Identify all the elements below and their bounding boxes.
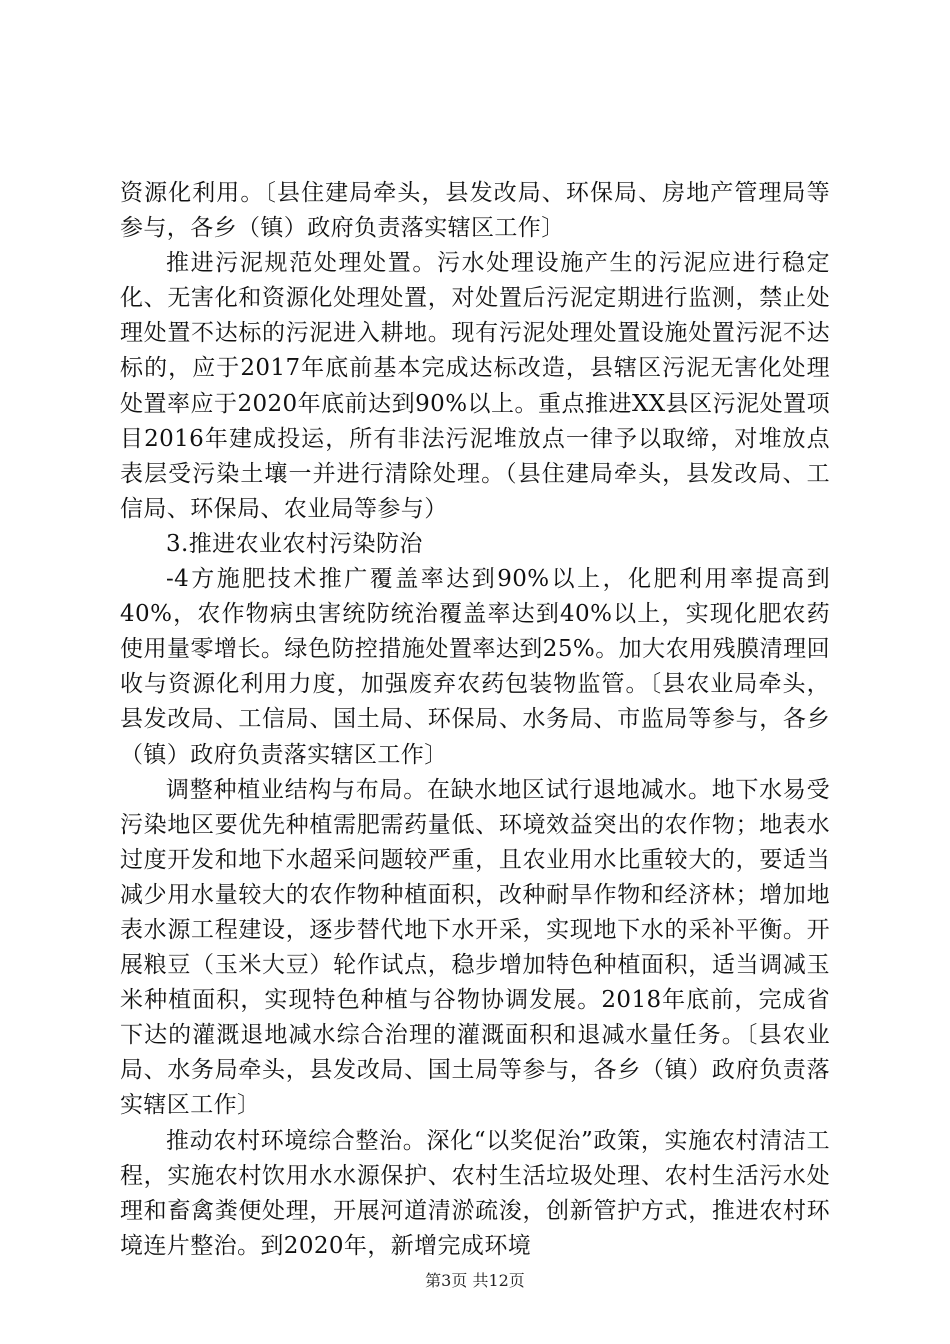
paragraph-rural-environment: 推动农村环境综合整治。深化“以奖促治”政策，实施农村清洁工程，实施农村饮用水水源保护、农村生活垃圾处理、农村生活污水处理和畜禽粪便处理，开展河道清淤疏浚，创新管护方式，推进农村环境连片整治。到2020年，新增完成环境 — [120, 1127, 830, 1259]
document-body — [120, 176, 830, 1264]
paragraph-planting-structure: 调整种植业结构与布局。在缺水地区试行退地减水。地下水易受污染地区要优先种植需肥需药量低、环境效益突出的农作物；地表水过度开发和地下水超采问题较严重，且农业用水比重较大的，要适当减少用水量较大的农作物种植面积，改种耐旱作物和经济林；增加地表水源工程建设，逐步替代地下水开采，实现地下水的采补平衡。开展粮豆（玉米大豆）轮作试点，稳步增加特色种植面积，适当调减玉米种植面积，实现特色种植与谷物协调发展。2018年底前，完成省下达的灌溉退地减水综合治理的灌溉面积和退减水量任务。〔县农业局、水务局牵头，县发改局、国土局等参与，各乡（镇）政府负责落实辖区工作〕 — [120, 776, 830, 1119]
section-heading-agriculture: 3.推进农业农村污染防治 — [166, 530, 423, 557]
paragraph-fertilizer: -4方施肥技术推广覆盖率达到90%以上，化肥利用率提高到40%，农作物病虫害统防统治覆盖率达到40%以上，实现化肥农药使用量零增长。绿色防控措施处置率达到25%。加大农用残膜清理回收与资源化利用力度，加强废弃农药包装物监管。〔县农业局牵头，县发改局、工信局、国土局、环保局、水务局、市监局等参与，各乡（镇）政府负责落实辖区工作〕 — [120, 566, 830, 768]
paragraph-continuation: 资源化利用。〔县住建局牵头，县发改局、环保局、房地产管理局等参与，各乡（镇）政府负责落实辖区工作〕 — [120, 180, 830, 242]
paragraph-sludge-treatment: 推进污泥规范处理处置。污水处理设施产生的污泥应进行稳定化、无害化和资源化处理处置，对处置后污泥定期进行监测，禁止处理处置不达标的污泥进入耕地。现有污泥处理处置设施处置污泥不达标的，应于2017年底前基本完成达标改造，县辖区污泥无害化处理处置率应于2020年底前达到90%以上。重点推进XX县区污泥处置项目2016年建成投运，所有非法污泥堆放点一律予以取缔，对堆放点表层受污染土壤一并进行清除处理。（县住建局牵头，县发改局、工信局、环保局、农业局等参与） — [120, 250, 830, 522]
page-number-footer: 第3页 共12页 — [425, 1271, 525, 1290]
